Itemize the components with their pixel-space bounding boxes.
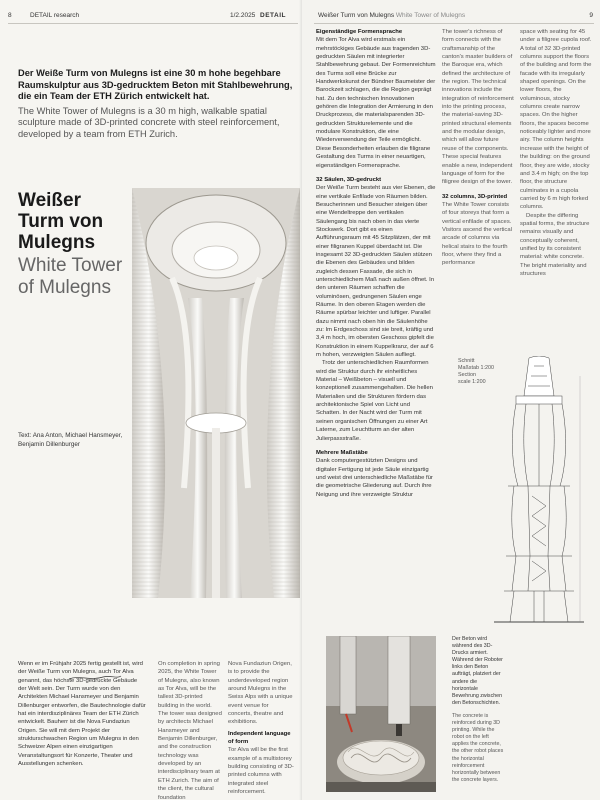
body-en-text-3: Tor Alva will be the first example of a multistorey building consisting of 3D-printed columns with integrated steel reinforcement. <box>228 747 294 796</box>
breadcrumb <box>318 12 465 19</box>
title-de: Weißer Turm von Mulegns <box>18 190 104 253</box>
header-rule-right <box>314 23 594 24</box>
author-credits: Text: Ana Anton, Michael Hansmeyer, Benjamin Dillenburger <box>18 432 123 448</box>
heading-columns: 32 Säulen, 3D-gedruckt <box>316 176 382 183</box>
tower-section-drawing <box>484 356 594 626</box>
robot-printing-photo <box>326 636 436 792</box>
header-rule-left <box>8 23 298 24</box>
article-title <box>18 190 128 299</box>
label-scale: scale 1:200 <box>458 379 486 385</box>
para-en-columns: The White Tower consists of four storeys that form a vertical enfilade of spaces. Visitors ascend the vertical arcade of columns via helical stairs to the fourth floor, where they find a performance <box>442 201 512 267</box>
photo-caption <box>452 636 504 784</box>
page-number-left: 8 <box>8 12 12 19</box>
title-en: White Tower of Mulegns <box>18 255 123 298</box>
brand-logo: DETAIL <box>260 12 286 19</box>
body-en-text-2: Nova Fundaziun Origen, is to provide the underdeveloped region around Mulegns in the Swiss Alps with a unique event venue for concerts, theatre and exhibitions. <box>228 661 293 726</box>
label-schnitt: Schnitt <box>458 358 475 364</box>
right-col-en-2 <box>520 28 592 278</box>
right-col-de <box>316 28 436 499</box>
crumb-muted: White Tower of Mulegns <box>395 12 466 19</box>
para-en-form: The tower's richness of form connects with the craftsmanship of the canton's master builders of the Baroque era, which defined the architecture of the region. The technical innovations include the integration of reinforcement into the printing process, the material-saving 3D-printed structural elements and the modular design, which will allow future reuse of the components. These special features enable a new, independent language of form for the filigree design of the tower. <box>442 29 514 186</box>
caption-en: The concrete is reinforced during 3D printing. While the robot on the left applies the concrete, the other robot places the horizontal reinforcement horizontally between the concrete layers. <box>452 712 504 783</box>
tower-interior-photo <box>132 188 300 598</box>
para-material: Trotz der unterschiedlichen Raumformen wird die Struktur durch ihr einheitliches Material – Weißbeton – visuell und konzeptionell zusammengehalten. Die hellen Materialien und die Strukturen fördern das architektonische Spiel von Licht und Schatten. In der Nacht wird der Turm mit seinen organischen Öffnungen zu einer Art Laterne, zum Leuchtturm an der alten Julierpassstraße. <box>316 360 433 442</box>
para-scales: Dank computergestützten Designs und digitaler Fertigung ist jede Säule einzigartig und weist drei unterschiedliche Maßstäbe für die geometrische Gliederung auf. Durch ihre Neigung und ihre verzweigte Struktur <box>316 458 433 498</box>
right-page <box>302 0 600 800</box>
para-en-material: Despite the differing spatial forms, the structure remains visually and conceptually coherent, unified by its consistent material: white concrete. The bright materiality and structures <box>520 212 590 277</box>
intro-de: Der Weiße Turm von Mulegns ist eine 30 m hohe begehbare Raumskulptur aus 3D-gedrucktem Beton mit Stahlbewehrung, die ein Team der ETH Zürich entwickelt hat. <box>18 68 293 101</box>
crumb-main: Weißer Turm von Mulegns <box>318 12 395 19</box>
heading-scales: Mehrere Maßstäbe <box>316 449 368 456</box>
handwritten-underline <box>67 671 123 683</box>
para-columns: Der Weiße Turm besteht aus vier Ebenen, die eine vertikale Enfilade von Räumen bilden. Besucherinnen und Besucher steigen über eine Wendeltreppe den vertikalen Säulengang bis nach oben in das vierte Stockwerk. Dort gibt es einen Aufführungsraum mit 45 Sitzplätzen, der mit einer filigranen Kuppel überdacht ist. Die insgesamt 32 3D-gedruckten Säulen stützen die Ebenen des Gebäudes und bilden zugleich dessen Fassade, die sich in unterschiedlichem Maß nach außen öffnet. In den unteren Räumen schaffen die voluminösen, gedrungenen Säulen enge Räume. In den oberen Etagen werden die Räume spürbar leichter und luftiger. Parallel dazu nimmt nach oben hin die Säulenhöhe zu: Im Erdgeschoss sind sie breit, kräftig und 3,4 m hoch, im obersten Geschoss gipfelt die Konstruktion in einem Kuppelkranz, der auf 6 m hohen, verzweigten Säulen aufliegt. <box>316 185 436 359</box>
left-body-en-2 <box>228 660 294 797</box>
caption-de: Der Beton wird während des 3D-Drucks armiert. Während der Roboter links den Beton aufträgt, platziert der andere die horizontale Bewehrung zwischen den Betonschichten. <box>452 636 503 706</box>
page-number-right: 9 <box>589 12 593 19</box>
left-body-en-1 <box>158 660 222 800</box>
body-de-text: Wenn er im Frühjahr 2025 fertig gestellt ist, wird der Weiße Turm von Mulegns, auch Tor Alva genannt, das höchste 3D-gedruckte Gebäude der Welt sein. Der Turm wurde von den Architekten Michael Hansmeyer und Benjamin Dillenburger entworfen, die Bautechnologie dafür hat ein interdisziplinäres Team der ETH Zürich entwickelt. Bauherr ist die Nova Fundaziun Origen. Sie will mit dem Projekt der strukturschwachen Region um Mulegns in den Schweizer Alpen einen einzigartigen Veranstaltungsort für Konzerte, Theater und Ausstellungen schenken. <box>18 661 146 768</box>
heading-en-columns: 32 columns, 3D-printed <box>442 193 508 200</box>
para-en-space: space with seating for 45 under a filigree cupola roof. A total of 32 3D-printed columns support the floors of the building and form the facade with its irregularly shaped openings. On the lower floors, the voluminous, stocky columns create narrow spaces. On the higher floors, the spaces become noticeably lighter and more airy. The column heights increase with the height of the building: on the ground floor, they are wide, stocky and 3.4 m high; on the top floor, the structure culminates in a cupola carried by 6 m high forked columns. <box>520 29 592 211</box>
right-col-en-1 <box>442 28 514 268</box>
section-name: DETAIL research <box>30 12 80 19</box>
heading-en-form: Independent language of form <box>228 730 291 746</box>
label-massstab: Maßstab 1:200 <box>458 365 494 371</box>
intro-block <box>18 68 298 140</box>
issue-number: 1/2.2025 <box>230 12 256 19</box>
para-form: Mit dem Tor Alva wird erstmals ein mehrstöckiges Gebäude aus tragenden 3D-gedruckten Säulen mit integrierter Stahlbewehrung gebaut. Der Formenreichtum des Turms soll eine Brücke zur Handwerkskunst der Bündner Baumeister der Barockzeit schlagen, die die Region geprägt hat. Zu den technischen Innovationen gehören die Integration der Armierung in den Druckprozess, die materialsparenden 3D-gedruckten Strukturelemente und die modulare Konstruktion, die eine Wiederverwendung der Teile ermöglicht. Diese Besonderheiten erlauben die filigrane Gestaltung des Turms in einer neuartigen, eigenständigen Formensprache. <box>316 37 436 169</box>
body-en-text-1: On completion in spring 2025, the White Tower of Mulegns, also known as Tor Alva, will be the tallest 3D-printed building in the world. The tower was designed by architects Michael Hansmeyer and Benjamin Dillenburger, and the construction technology was developed by an interdisciplinary team at ETH Zurich. The aim of the client, the cultural foundation <box>158 661 222 800</box>
label-section: Section <box>458 372 476 378</box>
heading-form: Eigenständige Formensprache <box>316 29 403 35</box>
intro-en: The White Tower of Mulegns is a 30 m high, walkable spatial sculpture made of 3D-printed concrete with steel reinforcement, developed by a team from ETH Zurich. <box>18 105 280 139</box>
